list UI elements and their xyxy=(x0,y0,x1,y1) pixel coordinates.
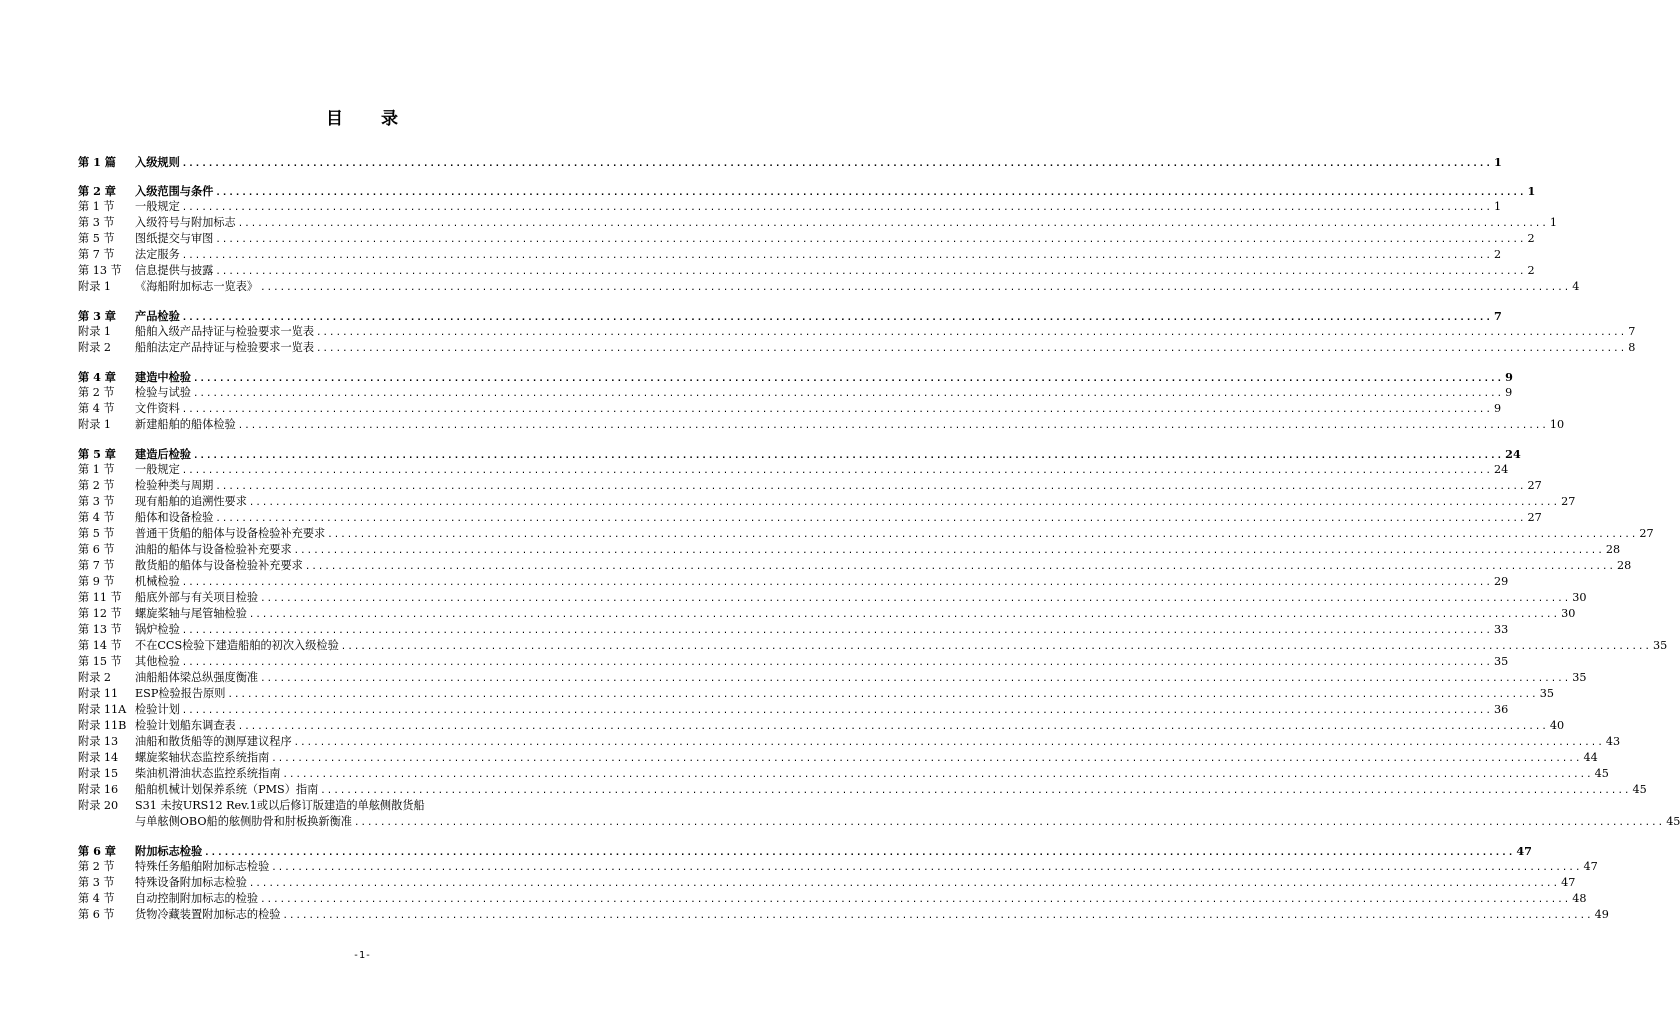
toc-dot-leader xyxy=(182,200,1492,216)
toc-entry-title: 船底外部与有关项目检验 xyxy=(135,591,259,604)
toc-entry-label: 第 14 节 xyxy=(78,639,122,652)
toc-dot-leader xyxy=(215,185,1525,201)
toc-entry-title: 船舶机械计划保养系统（PMS）指南 xyxy=(135,783,319,796)
toc-dot-leader xyxy=(182,623,1492,639)
toc-dot-leader xyxy=(249,876,1559,892)
toc-page-number: 24 xyxy=(1493,463,1509,476)
page-number-footer: -1- xyxy=(352,950,372,961)
toc-entry-title: 附加标志检验 xyxy=(135,844,203,858)
toc-entry-label: 第 3 节 xyxy=(78,876,115,889)
toc-dot-leader xyxy=(260,892,1570,908)
toc-dot-leader xyxy=(215,511,1525,527)
toc-entry-label: 第 4 节 xyxy=(78,892,115,905)
toc-dot-leader xyxy=(182,575,1492,591)
toc-entry-label: 第 2 节 xyxy=(78,860,115,873)
toc-entry-label: 第 4 章 xyxy=(78,370,116,384)
toc-entry[interactable] xyxy=(78,798,644,814)
title-char-2: 录 xyxy=(381,109,398,129)
toc-dot-leader xyxy=(341,639,1651,655)
toc-entry-label: 第 13 节 xyxy=(78,264,122,277)
toc-dot-leader xyxy=(260,591,1570,607)
toc-dot-leader xyxy=(193,371,1503,387)
toc-page-number: 24 xyxy=(1505,447,1521,461)
toc-page-number: 2 xyxy=(1493,248,1502,261)
toc-entry-title: 与单舷侧OBO船的舷侧肋骨和肘板换新衡准 xyxy=(135,815,352,828)
toc-page-number: 40 xyxy=(1549,719,1565,732)
toc-page-number: 30 xyxy=(1561,607,1576,620)
toc-page-number: 47 xyxy=(1516,844,1532,858)
toc-entry-label: 第 6 章 xyxy=(78,844,116,858)
toc-entry-title: 建造中检验 xyxy=(135,370,191,384)
toc-page-number: 1 xyxy=(1549,216,1558,229)
toc-entry-title: 散货船的船体与设备检验补充要求 xyxy=(135,559,303,572)
toc-entry-title: 油船的船体与设备检验补充要求 xyxy=(135,543,292,556)
toc-entry-title: 货物冷藏装置附加标志的检验 xyxy=(135,908,281,921)
toc-entry-title: 一般规定 xyxy=(135,463,180,476)
toc-dot-leader xyxy=(238,418,1548,434)
toc-entry-label: 附录 20 xyxy=(78,799,119,812)
toc-dot-leader xyxy=(282,767,1592,783)
toc-entry-title: 特殊任务船舶附加标志检验 xyxy=(135,860,270,873)
toc-entry-title: 普通干货船的船体与设备检验补充要求 xyxy=(135,527,326,540)
toc-page-number: 4 xyxy=(1572,280,1580,293)
toc-entry[interactable] xyxy=(78,814,1680,830)
toc-page-number: 43 xyxy=(1605,735,1621,748)
toc-page-number: 1 xyxy=(1527,184,1536,198)
toc-entry-label: 第 12 节 xyxy=(78,607,122,620)
toc-entry[interactable] xyxy=(78,622,1509,638)
toc-page-number: 48 xyxy=(1572,892,1587,905)
toc-page-number: 7 xyxy=(1628,325,1636,338)
toc-page-number: 27 xyxy=(1561,495,1576,508)
toc-entry-label: 第 7 节 xyxy=(78,248,115,261)
toc-entry-title: 检验计划船东调查表 xyxy=(135,719,236,732)
toc-entry[interactable] xyxy=(78,324,1636,340)
toc-entry-title: 船体和设备检验 xyxy=(135,511,214,524)
toc-entry-title: 《海船附加标志一览表》 xyxy=(135,280,259,293)
toc-entry-label: 第 9 节 xyxy=(78,575,115,588)
toc-page-number: 7 xyxy=(1493,309,1502,323)
toc-page-number: 45 xyxy=(1632,783,1647,796)
toc-entry[interactable] xyxy=(78,247,1502,263)
toc-page-number: 45 xyxy=(1594,767,1609,780)
toc-entry-label: 第 6 节 xyxy=(78,543,115,556)
toc-chapter-entry[interactable] xyxy=(78,183,1536,199)
toc-entry-label: 第 4 节 xyxy=(78,511,115,524)
toc-page-number: 35 xyxy=(1653,639,1668,652)
toc-entry-label: 第 7 节 xyxy=(78,559,115,572)
toc-entry-label: 第 6 节 xyxy=(78,908,115,921)
toc-page-number: 27 xyxy=(1527,511,1542,524)
toc-entry[interactable] xyxy=(78,766,1609,782)
toc-entry-title: 检验与试验 xyxy=(135,386,191,399)
toc-dot-leader xyxy=(182,655,1492,671)
toc-entry-label: 附录 13 xyxy=(78,735,119,748)
toc-dot-leader xyxy=(294,735,1604,751)
toc-entry[interactable] xyxy=(78,263,1535,279)
toc-entry-title: 检验计划 xyxy=(135,703,180,716)
toc-dot-leader xyxy=(182,402,1492,418)
toc-dot-leader xyxy=(354,815,1664,831)
toc-dot-leader xyxy=(316,325,1626,341)
toc-entry[interactable] xyxy=(78,891,1587,907)
toc-entry[interactable] xyxy=(78,478,1542,494)
toc-entry-title: 入级符号与附加标志 xyxy=(135,216,236,229)
toc-entry[interactable] xyxy=(78,734,1621,750)
toc-entry-label: 第 4 节 xyxy=(78,402,115,415)
toc-entry[interactable] xyxy=(78,718,1565,734)
toc-entry-title: 入级规则 xyxy=(135,155,180,169)
toc-entry[interactable] xyxy=(78,462,1509,478)
toc-entry-label: 第 15 节 xyxy=(78,655,122,668)
toc-dot-leader xyxy=(193,386,1503,402)
toc-chapter-entry[interactable] xyxy=(78,369,1513,385)
toc-entry[interactable] xyxy=(78,686,1554,702)
toc-page-number: 44 xyxy=(1583,751,1598,764)
toc-page-number: 9 xyxy=(1493,402,1502,415)
toc-dot-leader xyxy=(249,495,1559,511)
toc-entry-label: 附录 16 xyxy=(78,783,119,796)
toc-entry-label: 第 3 节 xyxy=(78,216,115,229)
toc-page-number: 27 xyxy=(1527,479,1542,492)
toc-page-number: 27 xyxy=(1639,527,1654,540)
toc-entry-label: 第 2 节 xyxy=(78,386,115,399)
toc-entry-label: 附录 1 xyxy=(78,325,112,338)
toc-entry-label: 第 5 章 xyxy=(78,447,116,461)
toc-page-number: 1 xyxy=(1493,155,1502,169)
toc-entry-title: 检验种类与周期 xyxy=(135,479,214,492)
toc-entry[interactable] xyxy=(78,574,1509,590)
toc-page-number: 29 xyxy=(1493,575,1509,588)
toc-entry[interactable] xyxy=(78,215,1558,231)
toc-entry[interactable] xyxy=(78,494,1576,510)
toc-page-number: 47 xyxy=(1561,876,1576,889)
title-char-1: 目 xyxy=(326,109,343,129)
toc-entry[interactable] xyxy=(78,750,1598,766)
toc-entry[interactable] xyxy=(78,401,1502,417)
toc-dot-leader xyxy=(182,463,1492,479)
toc-entry-title: 图纸提交与审图 xyxy=(135,232,214,245)
toc-entry-label: 附录 1 xyxy=(78,280,112,293)
toc-entry[interactable] xyxy=(78,526,1654,542)
toc-entry[interactable] xyxy=(78,702,1509,718)
toc-entry-title: 特殊设备附加标志检验 xyxy=(135,876,247,889)
toc-entry[interactable] xyxy=(78,558,1632,574)
toc-entry-label: 附录 2 xyxy=(78,341,112,354)
toc-page-number: 35 xyxy=(1493,655,1509,668)
toc-entry[interactable] xyxy=(78,340,1636,356)
toc-entry[interactable] xyxy=(78,875,1576,891)
toc-entry-title: 锅炉检验 xyxy=(135,623,180,636)
toc-entry[interactable] xyxy=(78,606,1576,622)
table-of-contents xyxy=(78,154,1680,923)
toc-page-number: 28 xyxy=(1605,543,1621,556)
toc-entry-title: 文件资料 xyxy=(135,402,180,415)
toc-entry-title: 一般规定 xyxy=(135,200,180,213)
toc-dot-leader xyxy=(193,448,1503,464)
toc-entry[interactable] xyxy=(78,907,1609,923)
toc-entry-title: ESP检验报告原则 xyxy=(135,687,226,700)
toc-entry-label: 第 5 节 xyxy=(78,232,115,245)
toc-page-number: 2 xyxy=(1527,264,1535,277)
toc-entry-label: 附录 1 xyxy=(78,418,112,431)
toc-page-number: 35 xyxy=(1539,687,1554,700)
toc-entry-label: 第 5 节 xyxy=(78,527,115,540)
toc-entry-label: 附录 11A xyxy=(78,703,127,716)
toc-entry-label: 第 3 节 xyxy=(78,495,115,508)
toc-entry-label: 附录 15 xyxy=(78,767,119,780)
toc-entry-title: 不在CCS检验下建造船舶的初次入级检验 xyxy=(135,639,339,652)
toc-entry-title: 自动控制附加标志的检验 xyxy=(135,892,259,905)
toc-entry-label: 第 2 章 xyxy=(78,184,116,198)
toc-page-number: 45 xyxy=(1666,815,1680,828)
toc-entry-label: 第 1 节 xyxy=(78,463,115,476)
toc-entry[interactable] xyxy=(78,859,1598,875)
toc-dot-leader xyxy=(316,341,1626,357)
toc-chapter-entry[interactable] xyxy=(78,308,1502,324)
toc-entry[interactable] xyxy=(78,590,1587,606)
toc-entry[interactable] xyxy=(78,670,1587,686)
toc-entry-title: 油船船体梁总纵强度衡准 xyxy=(135,671,259,684)
toc-dot-leader xyxy=(204,845,1514,861)
toc-page-number: 30 xyxy=(1572,591,1587,604)
toc-entry-title: 入级范围与条件 xyxy=(135,184,214,198)
toc-entry-title: S31 未按URS12 Rev.1或以后修订版建造的单舷侧散货船 xyxy=(135,799,425,812)
toc-entry[interactable] xyxy=(78,417,1565,433)
toc-entry-title: 螺旋桨轴状态监控系统指南 xyxy=(135,751,270,764)
toc-dot-leader xyxy=(327,527,1637,543)
toc-entry-label: 附录 11B xyxy=(78,719,127,732)
page-title xyxy=(0,104,724,129)
toc-entry-title: 产品检验 xyxy=(135,309,180,323)
toc-entry[interactable] xyxy=(78,782,1647,798)
toc-dot-leader xyxy=(260,671,1570,687)
toc-page-number: 2 xyxy=(1527,232,1535,245)
toc-entry-title: 机械检验 xyxy=(135,575,180,588)
toc-dot-leader xyxy=(215,479,1525,495)
toc-dot-leader xyxy=(182,156,1492,172)
toc-entry-title: 现有船舶的追溯性要求 xyxy=(135,495,247,508)
toc-dot-leader xyxy=(215,232,1525,248)
toc-entry-title: 船舶法定产品持证与检验要求一览表 xyxy=(135,341,315,354)
toc-entry[interactable] xyxy=(78,510,1542,526)
toc-page-number: 36 xyxy=(1493,703,1509,716)
toc-entry-title: 法定服务 xyxy=(135,248,180,261)
toc-chapter-entry[interactable] xyxy=(78,446,1521,462)
toc-dot-leader xyxy=(320,783,1630,799)
toc-dot-leader xyxy=(238,719,1548,735)
toc-dot-leader xyxy=(249,607,1559,623)
toc-entry-label: 第 2 节 xyxy=(78,479,115,492)
toc-chapter-entry[interactable] xyxy=(78,154,1502,170)
toc-entry-title: 信息提供与披露 xyxy=(135,264,214,277)
toc-page-number: 8 xyxy=(1628,341,1636,354)
toc-entry-title: 柴油机滑油状态监控系统指南 xyxy=(135,767,281,780)
toc-page-number: 35 xyxy=(1572,671,1587,684)
toc-page-number: 28 xyxy=(1617,559,1632,572)
toc-page-number: 47 xyxy=(1583,860,1598,873)
toc-entry-title: 建造后检验 xyxy=(135,447,191,461)
toc-page-number: 10 xyxy=(1549,418,1565,431)
toc-page-number: 1 xyxy=(1493,200,1502,213)
toc-entry-label: 第 3 章 xyxy=(78,309,116,323)
toc-entry[interactable] xyxy=(78,231,1535,247)
toc-page-number: 49 xyxy=(1594,908,1609,921)
toc-dot-leader xyxy=(182,703,1492,719)
toc-entry[interactable] xyxy=(78,542,1621,558)
toc-entry-label: 第 1 篇 xyxy=(78,155,116,169)
toc-dot-leader xyxy=(294,543,1604,559)
toc-dot-leader xyxy=(238,216,1548,232)
toc-dot-leader xyxy=(182,310,1492,326)
toc-dot-leader xyxy=(227,687,1537,703)
toc-entry-title: 其他检验 xyxy=(135,655,180,668)
toc-entry-label: 第 1 节 xyxy=(78,200,115,213)
toc-entry[interactable] xyxy=(78,279,1580,295)
toc-entry-title: 油船和散货船等的测厚建议程序 xyxy=(135,735,292,748)
toc-entry[interactable] xyxy=(78,385,1513,401)
toc-page-number: 9 xyxy=(1505,370,1513,384)
toc-dot-leader xyxy=(271,751,1581,767)
toc-page-number: 33 xyxy=(1493,623,1509,636)
toc-entry-label: 第 13 节 xyxy=(78,623,122,636)
toc-entry[interactable] xyxy=(78,654,1509,670)
toc-dot-leader xyxy=(282,908,1592,924)
toc-dot-leader xyxy=(215,264,1525,280)
toc-dot-leader xyxy=(271,860,1581,876)
toc-dot-leader xyxy=(182,248,1492,264)
toc-entry-title: 螺旋桨轴与尾管轴检验 xyxy=(135,607,247,620)
toc-entry-title: 船舶入级产品持证与检验要求一览表 xyxy=(135,325,315,338)
toc-entry-label: 附录 2 xyxy=(78,671,112,684)
toc-chapter-entry[interactable] xyxy=(78,843,1532,859)
toc-dot-leader xyxy=(305,559,1615,575)
toc-dot-leader xyxy=(260,280,1570,296)
toc-page-number: 9 xyxy=(1505,386,1513,399)
toc-entry[interactable] xyxy=(78,199,1502,215)
toc-entry-label: 附录 11 xyxy=(78,687,119,700)
toc-entry-label: 附录 14 xyxy=(78,751,119,764)
toc-entry-title: 新建船舶的船体检验 xyxy=(135,418,236,431)
toc-entry-label: 第 11 节 xyxy=(78,591,122,604)
toc-entry[interactable] xyxy=(78,638,1668,654)
